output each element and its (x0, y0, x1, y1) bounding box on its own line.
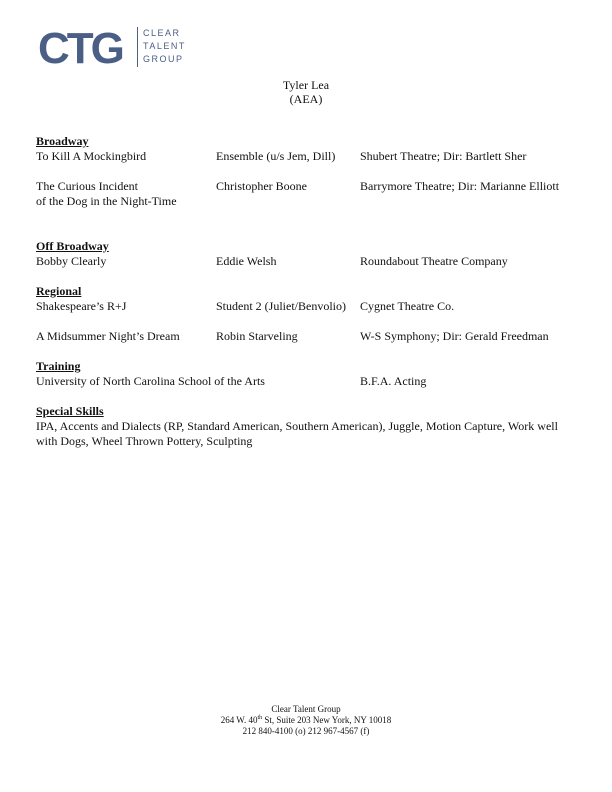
footer-address-suffix: th (257, 715, 263, 721)
credit-show (36, 179, 211, 209)
credit-role: Ensemble (u/s Jem, Dill) (216, 149, 336, 163)
special-skills-text: IPA, Accents and Dialects (RP, Standard American, Southern American), Juggle, Motion Capture, Work well with Dogs, Wheel Thrown Pottery, Sculpting (36, 419, 558, 448)
training-degree: B.F.A. Acting (360, 374, 427, 388)
credit-show: A Midsummer Night’s Dream (36, 329, 180, 343)
ctg-logo-mark (38, 25, 134, 69)
logo-word-talent: TALENT (143, 41, 186, 51)
section-title-regional: Regional (36, 284, 82, 298)
credit-show-line-1: The Curious Incident (36, 179, 138, 193)
section-title-off-broadway: Off Broadway (36, 239, 109, 253)
footer-address (0, 715, 612, 726)
section-title-broadway: Broadway (36, 134, 89, 148)
logo-divider (137, 27, 138, 67)
footer-phones: 212 840-4100 (o) 212 967-4567 (f) (242, 726, 370, 736)
agency-footer (0, 704, 612, 737)
logo-word-clear: CLEAR (143, 28, 181, 38)
footer-company: Clear Talent Group (271, 704, 341, 714)
credit-show-line-2: of the Dog in the Night-Time (36, 194, 177, 208)
credit-role: Robin Starveling (216, 329, 298, 343)
credit-show: Bobby Clearly (36, 254, 107, 268)
credit-show: Shakespeare’s R+J (36, 299, 127, 313)
credit-venue: Barrymore Theatre; Dir: Marianne Elliott (360, 179, 560, 193)
resume-header (0, 78, 612, 106)
credit-role: Eddie Welsh (216, 254, 277, 268)
training-school: University of North Carolina School of the Arts (36, 374, 265, 388)
credit-venue: Roundabout Theatre Company (360, 254, 508, 268)
section-title-special-skills: Special Skills (36, 404, 104, 418)
ctg-logo (38, 25, 198, 69)
logo-wordmark (143, 27, 203, 66)
section-title-training: Training (36, 359, 81, 373)
credit-role: Student 2 (Juliet/Benvolio) (216, 299, 346, 313)
footer-address-start: 264 W. 40 (220, 715, 258, 725)
ctg-logo-letters: CTG (38, 25, 122, 69)
credit-venue: W-S Symphony; Dir: Gerald Freedman (360, 329, 549, 343)
credit-venue: Cygnet Theatre Co. (360, 299, 455, 313)
credit-venue: Shubert Theatre; Dir: Bartlett Sher (360, 149, 527, 163)
actor-name: Tyler Lea (282, 78, 330, 92)
actor-union: (AEA) (289, 92, 323, 106)
logo-word-group: GROUP (143, 54, 184, 64)
credit-role: Christopher Boone (216, 179, 307, 193)
footer-address-end: St, Suite 203 New York, NY 10018 (262, 715, 392, 725)
credit-show: To Kill A Mockingbird (36, 149, 147, 163)
